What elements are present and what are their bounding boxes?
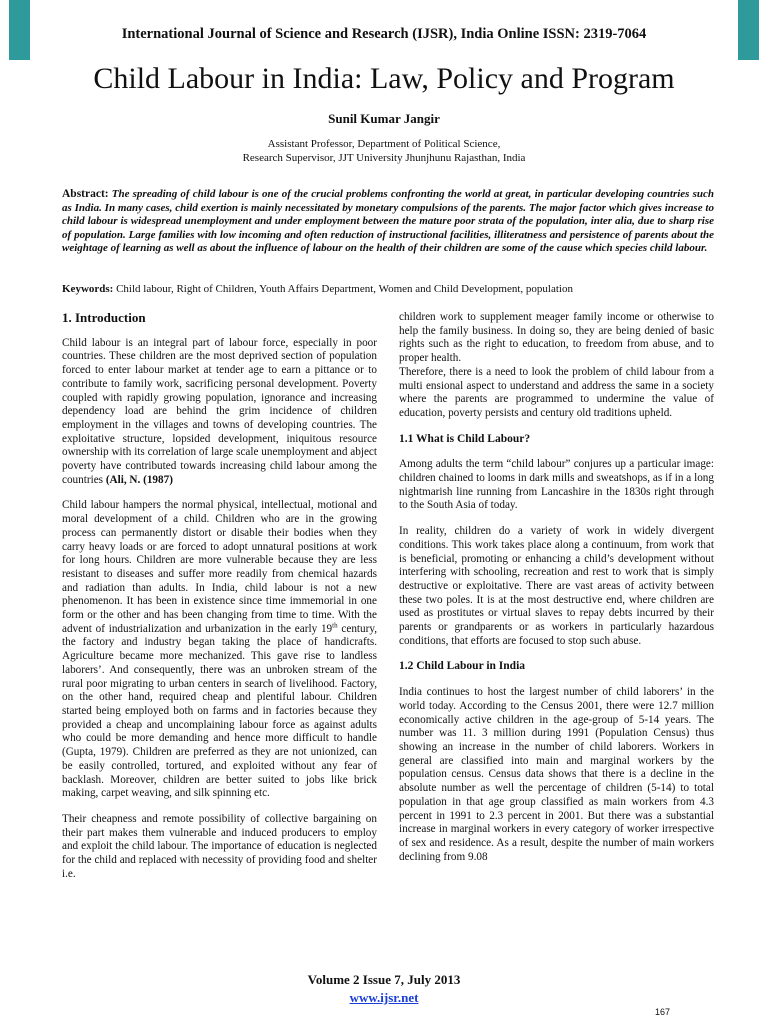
right-paragraph-1: children work to supplement meager family income or otherwise to help the family business. In doing so, they are being denied of basic rights such as the right to education, to freedom from abuse, and to proper health.: [399, 311, 714, 365]
paper-title: Child Labour in India: Law, Policy and Program: [93, 62, 675, 95]
citation-ali: (Ali, N. (1987): [105, 473, 173, 486]
keywords: [62, 283, 714, 297]
abstract: [62, 188, 714, 256]
subsection-heading-child-labour-india: 1.2 Child Labour in India: [399, 660, 526, 673]
intro-paragraph-2-text-b: century, the factory and industry began taking the place of handicrafts. Agriculture became more mechanized. This gave rise to landless laborers’. And consequently, there was an unbroken stream of the rural poor migrating to urban centers in search of livelihood. Factory, on the other hand, required cheap and plentiful labour. Children started being employed both on farms and in factories because they provided a cheap and uncomplaining labour force as against adults who could be more demanding and hence more difficult to handle (Gupta, 1979). Children are preferred as they are not unionized, can be easily controlled, tortured, and exploited without any fear of backlash. Moreover, children are better suited to jobs like brick making, carpet weaving, and silk spinning etc.: [62, 622, 377, 800]
footer-website-link[interactable]: www.ijsr.net: [349, 990, 419, 1005]
left-column: [62, 311, 377, 893]
right-paragraph-5: India continues to host the largest number of child laborers’ in the world today. According to the Census 2001, there were 12.7 million economically active children in the age-group of 5-14 years. The number was 11. 3 million during 1991 (Population Census) thus showing an increase in the number of child laborers. Workers in general are classified into main and marginal workers by the population census. Census data shows that there is a decline in the absolute number as well the percentage of children (5-14) to total population in that age group classified as main workers from 4.3 percent in 1991 to 2.3 percent in 2001. But there was a substantial increase in marginal workers in every category of worker irrespective of sex and residence. As a result, despite the number of main workers declining from 9.08: [399, 686, 714, 863]
right-column: [399, 311, 714, 876]
right-paragraph-2: Therefore, there is a need to look the problem of child labour from a multi ensional aspect to understand and address the same in a society where the parents are programmed to undermine the value of education, poverty persists and century old traditions upheld.: [399, 365, 714, 419]
subsection-heading-what-is-child-labour: 1.1 What is Child Labour?: [399, 432, 531, 445]
affiliation-line-1: Assistant Professor, Department of Political Science,: [267, 138, 501, 150]
intro-paragraph-1: [62, 337, 377, 488]
intro-paragraph-3: Their cheapness and remote possibility of collective bargaining on their part makes them vulnerable and induced producers to employ and exploit the child labour. The importance of education is neglected for the child and replaced with necessity of providing food and shelter i.e.: [62, 812, 377, 880]
right-paragraph-4: In reality, children do a variety of work in widely divergent conditions. This work takes place along a continuum, from work that is beneficial, promoting or enhancing a child’s development without interfering with schooling, recreation and rest to work that is simply destructive or exploitative. There are vast areas of activity between these two poles. It is at the most destructive end, where children are used as prostitutes or virtual slaves to repay debts incurred by their parents or grandparents or as workers in particularly hazardous conditions, that efforts are focused to stop such abuse.: [399, 525, 714, 647]
section-heading-introduction: 1. Introduction: [62, 310, 146, 325]
keywords-label: Keywords:: [62, 283, 114, 295]
superscript-th: th: [332, 621, 338, 630]
right-paragraph-3: Among adults the term “child labour” conjures up a particular image: children chained to looms in dark mills and sweatshops, as if in a long nightmarish line running from Lancashire in the 1830s right through to the South Asia of today.: [399, 458, 714, 512]
abstract-label: Abstract:: [62, 188, 109, 200]
footer-volume: Volume 2 Issue 7, July 2013: [307, 972, 461, 987]
abstract-text: The spreading of child labour is one of the crucial problems confronting the world at great, in particular developing countries such as India. In many cases, child exertion is mainly necessitated by monetary compulsions of the parents. The major factor which gives increase to child labour is widespread unemployment and under employment between the mature poor strata of the population, inter alia, due to sharp rise of population. Large families with low incoming and often reduction of instructional facilities, illiteratness and persistence of parents about the weightage of learning as well as about the influence of labour on the health of their children are some of the cause which species child labour.: [62, 188, 715, 254]
affiliation-line-2: Research Supervisor, JJT University Jhunjhunu Rajasthan, India: [242, 151, 526, 164]
intro-paragraph-2: [62, 499, 377, 800]
intro-paragraph-2-text-a: Child labour hampers the normal physical, intellectual, motional and moral development of a child. Children who are in the growing process can permanently distort or disable their bodies when they carry heavy loads or are forced to adopt unnatural positions at work for long hours. Children are more vulnerable because they are less resistant to diseases and suffer more readily from chemical hazards and radiation than adults. In India, child labour is not a new phenomenon. It has been in existence since time immemorial in one form or the other and has been changing from time to time. With the advent of industrialization and urbanization in the early 19: [62, 499, 377, 635]
author-affiliation: [0, 138, 768, 165]
author-name: Sunil Kumar Jangir: [328, 111, 440, 126]
page-number: 167: [655, 1007, 671, 1017]
keywords-text: Child labour, Right of Children, Youth Affairs Department, Women and Child Development, population: [116, 283, 573, 295]
intro-paragraph-1-text: Child labour is an integral part of labour force, especially in poor countries. These children are the most deprived section of population forced to enter labour market at tender age to earn a pittance or to contribute to family work, sacrificing personal development. Poverty coupled with rapidly growing population, ignorance and increasing dependency load are behind the grim incidence of children employment in the villages and towns of developing countries. The exploitative structure, lopsided development, iniquitous resource ownership with its correlation of large scale unemployment and abject poverty have contributed towards increasing child labour among the countries: [62, 336, 377, 486]
journal-header: International Journal of Science and Research (IJSR), India Online ISSN: 2319-7064: [121, 26, 647, 42]
